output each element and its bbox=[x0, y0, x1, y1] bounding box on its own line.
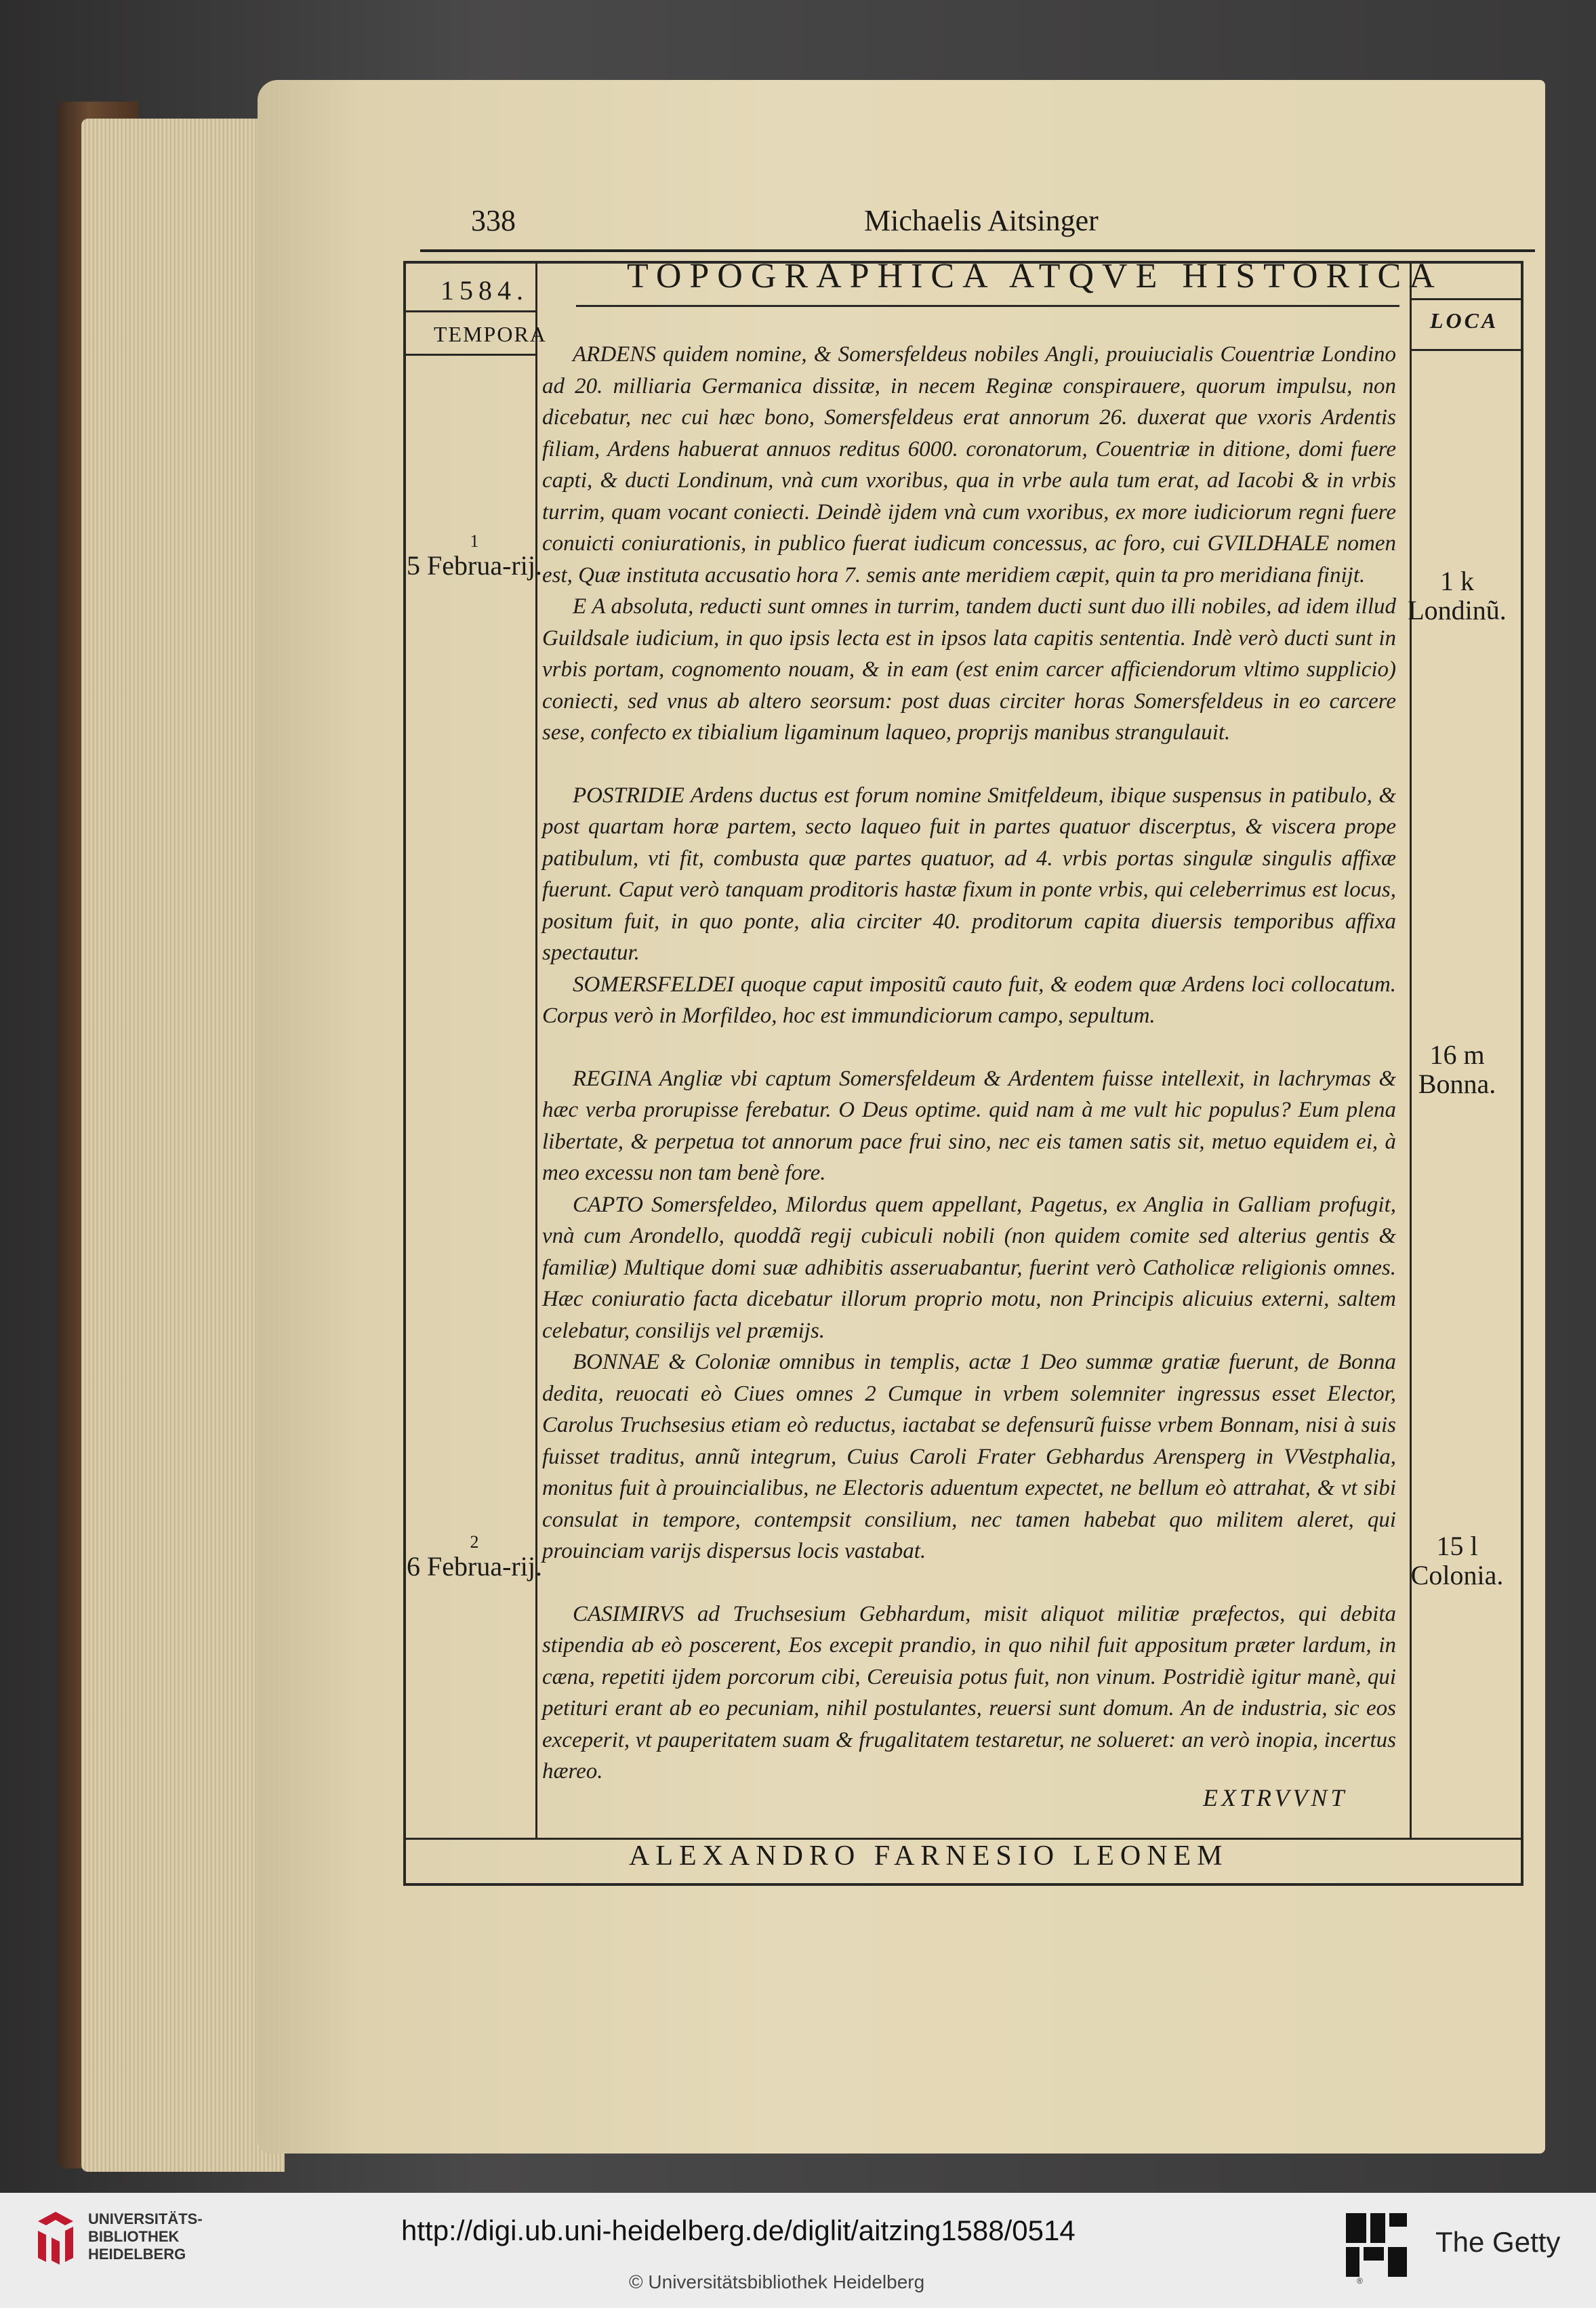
paragraph: CAPTO Somersfeldeo, Milordus quem appellant, Pagetus, ex Anglia in Galliam profugit, vnà cum Arondello, quoddã regij cubiculi nobili (non quidem comite sed alterius gentis & familiæ) Multique domi suæ adhibitis asseruabantur, fuerint verò Catholicæ religionis omnes. Hæc coniuratio facta dicebatur illorum proprio motu, non Principis alicuius externi, saltem celebatur, consilijs vel præmijs. bbox=[542, 1192, 1396, 1343]
institution-name-line: UNIVERSITÄTS- bbox=[88, 2210, 203, 2227]
note-text: 5 Februa-rij. bbox=[407, 550, 542, 581]
institution-name bbox=[88, 2210, 203, 2263]
footer-title: ALEXANDRO FARNESIO LEONEM bbox=[629, 1840, 1229, 1872]
page-block-edges bbox=[81, 119, 285, 2172]
paragraph: BONNAE & Coloniæ omnibus in templis, actæ 1 Deo summæ gratiæ fuerunt, de Bonna dedita, reuocati eò Ciues omnes 2 Cumque in vrbem solemniter ingressus esset Elector, Carolus Truchsesius etiam eò reductus, iactabat se defensurũ fuisse vrbem Bonnam, nisi à suis fuisset traditus, annũ integrum, Cuius Caroli Frater Gebhardus Arensperg in VVestphalia, monitus fuit à prouincialibus, ne Electoris aduentum expectet, ne bellum eò attrahat, & vt sibi consulat in tempore, contempsit consilium, nec tamen habebat quo militem aleret, qui prouinciam varijs dispersus locis vastabat. bbox=[542, 1350, 1396, 1563]
partner-name: The Getty bbox=[1435, 2226, 1561, 2258]
institution-name-line: BIBLIOTHEK bbox=[88, 2228, 180, 2245]
paragraph: CASIMIRVS ad Truchsesium Gebhardum, misit aliquot militiæ præfectos, qui debita stipendia ab eò poscerent, Eos excepit prandio, in quo nihil fuit appositum præter lardum, in cæna, repetiti ijdem porcorum cibi, Cereuisia potus fuit, non vinum. Postridiè igitur manè, qui petituri erant ab eo pecuniam, nihil postulantes, reuersi sunt domum. An de industria, sic eos exceperit, vt pauperitatem suam & frugalitatem testaretur, ne solueret: an verò inopia, incertus hæreo. bbox=[542, 1601, 1396, 1784]
main-text-block bbox=[542, 339, 1396, 1788]
title-rule bbox=[576, 305, 1399, 307]
running-head-author: Michaelis Aitsinger bbox=[864, 204, 1099, 237]
institution-name-line: HEIDELBERG bbox=[88, 2246, 186, 2263]
permalink-url[interactable]: http://digi.ub.uni-heidelberg.de/diglit/aitzing1588/0514 bbox=[401, 2214, 1076, 2246]
tempora-column-rule bbox=[535, 261, 537, 1840]
paragraph: ARDENS quidem nomine, & Somersfeldeus nobiles Angli, prouiucialis Couentriæ Londino ad 20. milliaria Germanica dissitæ, in necem Reginæ conspirauere, quorum impulsu, non dicebatur, nec cui hæc bono, Somersfeldeus erat annorum 26. duxerat que vxoris Ardentis filiam, Ardens habuerat annuos reditus 6000. coronatorum, Couentriæ in ditione, domi fuere capti, & ducti Londinum, vnà cum vxoribus, qua in vrbe aula tum erat, ad Iacobi & in vrbis turrim, quam vocant coniecti. Deindè ijdem vnà cum vxoribus, ex more iudiciorum regni fuere conuicti coniurationis, in publico fuerat iudicum concessus, ac foro, cui GVILDHALE nomen est, Quæ instituta accusatio hora 7. semis ante meridiem cæpit, quin ta pro meridiana finijt. bbox=[542, 342, 1396, 588]
note-text: 6 Februa-rij. bbox=[407, 1551, 542, 1582]
paragraph: POSTRIDIE Ardens ductus est forum nomine Smitfeldeum, ibique suspensus in patibulo, & post quartam horæ partem, secto laqueo fuit in partes quatuor discerptus, & viscera prope patibulum, vti fit, combusta quæ partes quatuor, ad 4. vrbis portas singulæ singulis affixæ fuerunt. Caput verò tanquam proditoris hastæ fixum in ponte vrbis, qui celeberrimus est locus, positum fuit, in quo ponte, alia circiter 40. proditorum capita diuersis temporibus affixa spectautur. bbox=[542, 783, 1396, 965]
loca-header: LOCA bbox=[1430, 308, 1499, 333]
paragraph: SOMERSFELDEI quoque caput impositũ cauto fuit, & eodem quæ Ardens loci collocatum. Corpus verò in Morfildeo, hoc est immundiciorum campo, sepultum. bbox=[542, 972, 1396, 1028]
year-label: 1584. bbox=[441, 275, 529, 306]
head-rule bbox=[420, 249, 1535, 252]
page-number: 338 bbox=[471, 204, 516, 237]
note-marker: 1 bbox=[470, 531, 479, 551]
loca-rule bbox=[1410, 349, 1521, 351]
paragraph: REGINA Angliæ vbi captum Somersfeldeum & Ardentem fuisse intellexit, in lachrymas & hæc verba prorupisse ferebatur. O Deus optime. quid nam à me vult hic populus? Eum plena libertate, & perpetua tot annorum pace frui sino, nec eis tamen satis sit, metuo equidem ei, à meo excessu non tam benè fore. bbox=[542, 1066, 1396, 1185]
note-marker: 2 bbox=[470, 1532, 479, 1552]
loca-note: 1 k Londinũ. bbox=[1408, 566, 1507, 626]
tempora-note bbox=[407, 532, 542, 580]
loca-note: 16 m Bonna. bbox=[1418, 1039, 1496, 1100]
catchword: EXTRVVNT bbox=[1203, 1784, 1348, 1811]
paragraph: E A absoluta, reducti sunt omnes in turrim, tandem ducti sunt duo illi nobiles, ad idem illud Guildsale iudicium, in quo ipsis lecta est in ipsos lata capitis sententia. Indè verò ducti sunt in vrbis portam, cognomento nouam, & in eam (est enim carcer afficiendorum vltimo supplicio) coniecti, sed vnus ab altero seorsum: post duas circiter horas Somersfeldeus in eo carcere sese, confecto ex tibialium ligaminum laqueo, proprijs manibus strangulauit. bbox=[542, 594, 1396, 745]
university-library-logo-icon bbox=[31, 2208, 80, 2266]
copyright-notice: © Universitätsbibliothek Heidelberg bbox=[629, 2271, 925, 2292]
loca-note: 15 l Colonia. bbox=[1410, 1531, 1504, 1591]
tempora-rule bbox=[403, 354, 535, 356]
page-title: TOPOGRAPHICA ATQVE HISTORICA bbox=[627, 257, 1443, 295]
loca-top-rule bbox=[1410, 298, 1521, 300]
year-rule bbox=[403, 310, 535, 312]
tempora-header: TEMPORA bbox=[434, 322, 547, 346]
getty-logo-icon bbox=[1342, 2210, 1410, 2285]
registered-mark: ® bbox=[1357, 2276, 1363, 2285]
tempora-note bbox=[407, 1533, 542, 1581]
